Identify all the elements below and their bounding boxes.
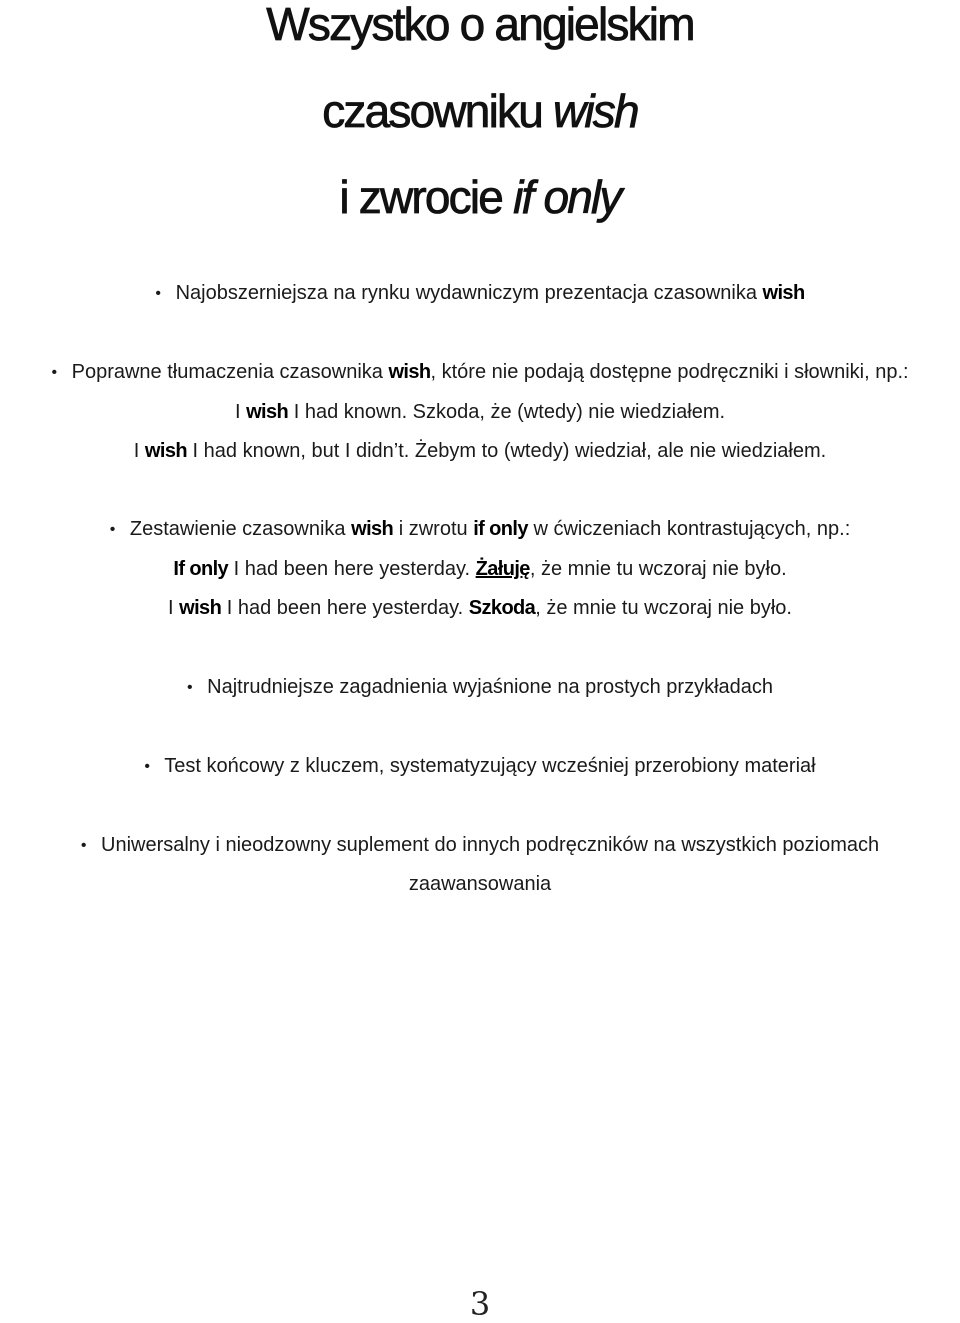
feature-2: • Poprawne tłumaczenia czasownika wish, które nie podają dostępne podręczniki i słowniki, np.: (0, 361, 960, 384)
feature-4: • Najtrudniejsze zagadnienia wyjaśnione na prostych przykładach (0, 676, 960, 699)
feature-6-continued: zaawansowania (408, 873, 552, 895)
feature-6: • Uniwersalny i nieodzowny suplement do innych podręczników na wszystkich poziomach (0, 834, 960, 857)
title-italic-if-only: if only (513, 171, 621, 223)
feature-1: • Najobszerniejsza na rynku wydawniczym prezentacja czasownika wish (0, 282, 960, 305)
title-line-2: czasowniku wish (322, 85, 638, 137)
title-line-1: Wszystko o angielskim (266, 0, 694, 50)
title-line-3: i zwrocie if only (339, 171, 621, 223)
feature-5: • Test końcowy z kluczem, systematyzujący wcześniej przerobiony materiał (0, 755, 960, 778)
feature-2-example-1: I wish I had known. Szkoda, że (wtedy) nie wiedziałem. (234, 401, 726, 423)
page-number: 3 (469, 1285, 491, 1323)
title-italic-wish: wish (552, 85, 638, 137)
feature-3: • Zestawienie czasownika wish i zwrotu if only w ćwiczeniach kontrastujących, np.: (0, 518, 960, 541)
feature-2-example-2: I wish I had known, but I didn’t. Żebym to (wtedy) wiedział, ale nie wiedziałem. (133, 440, 827, 462)
feature-3-example-1: If only I had been here yesterday. Żałuję, że mnie tu wczoraj nie było. (173, 558, 787, 580)
feature-3-example-2: I wish I had been here yesterday. Szkoda, że mnie tu wczoraj nie było. (168, 597, 792, 619)
